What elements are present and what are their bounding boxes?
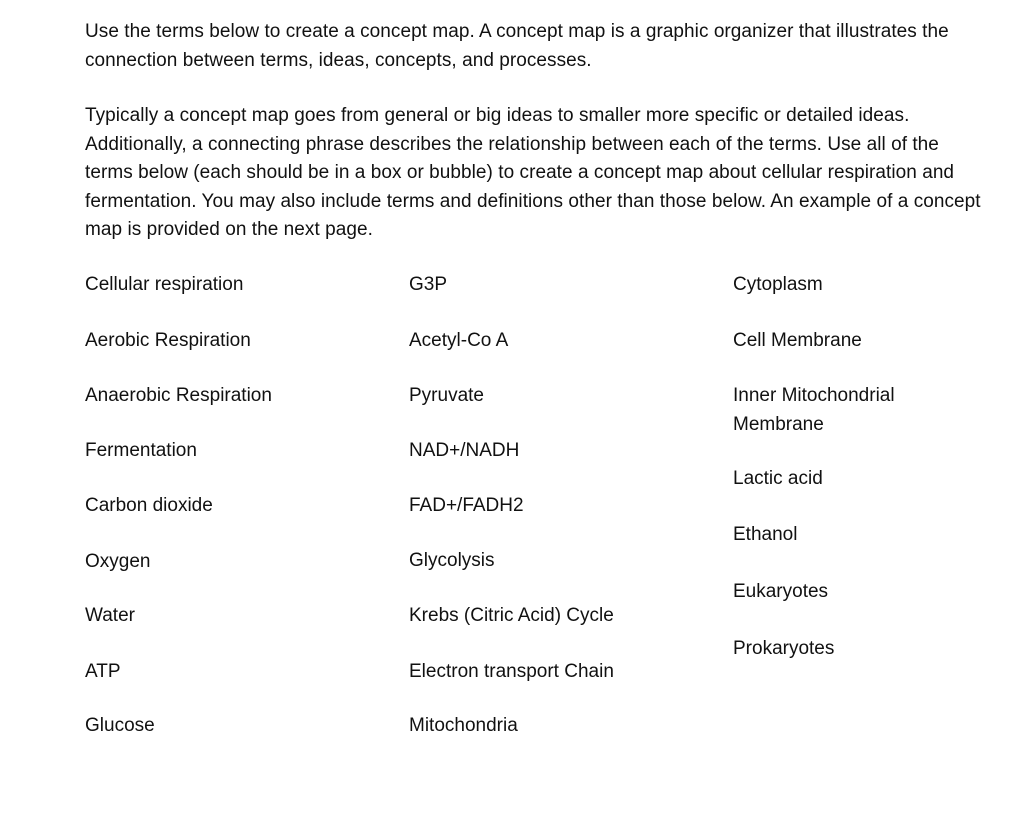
term-atp: ATP (85, 661, 121, 682)
term-glycolysis: Glycolysis (409, 550, 495, 571)
term-mitochondria: Mitochondria (409, 715, 518, 736)
term-inner-mitochondrial-membrane: Inner Mitochondrial Membrane (733, 385, 895, 435)
term-cellular-respiration: Cellular respiration (85, 274, 244, 295)
term-eukaryotes: Eukaryotes (733, 581, 829, 602)
term-glucose: Glucose (85, 715, 155, 736)
term-carbon-dioxide: Carbon dioxide (85, 495, 213, 516)
term-anaerobic-respiration: Anaerobic Respiration (85, 385, 272, 406)
term-cytoplasm: Cytoplasm (733, 274, 823, 295)
term-cell-membrane: Cell Membrane (733, 330, 862, 351)
term-g3p: G3P (409, 274, 448, 295)
term-nad-nadh: NAD+/NADH (409, 440, 520, 461)
term-oxygen: Oxygen (85, 551, 151, 572)
term-acetyl-coa: Acetyl-Co A (409, 330, 509, 351)
term-ethanol: Ethanol (733, 524, 798, 545)
term-fad-fadh2: FAD+/FADH2 (409, 495, 524, 516)
term-lactic-acid: Lactic acid (733, 468, 823, 489)
term-pyruvate: Pyruvate (409, 385, 484, 406)
term-water: Water (85, 605, 135, 626)
term-aerobic-respiration: Aerobic Respiration (85, 330, 251, 351)
term-fermentation: Fermentation (85, 440, 197, 461)
intro-paragraph-1: Use the terms below to create a concept map. A concept map is a graphic organizer that illustrates the connection between terms, ideas, concepts, and processes. (85, 21, 949, 71)
term-electron-transport-chain: Electron transport Chain (409, 661, 614, 682)
term-krebs-cycle: Krebs (Citric Acid) Cycle (409, 605, 614, 626)
intro-paragraph-2: Typically a concept map goes from general or big ideas to smaller more specific or detailed ideas. Additionally, a connecting phrase describes the relationship between each of the terms. Use all of the terms below (each should be in a box or bubble) to create a concept map about cellular respiration and fermentation. You may also include terms and definitions other than those below. An example of a concept map is provided on the next page. (85, 105, 981, 240)
term-prokaryotes: Prokaryotes (733, 638, 835, 659)
